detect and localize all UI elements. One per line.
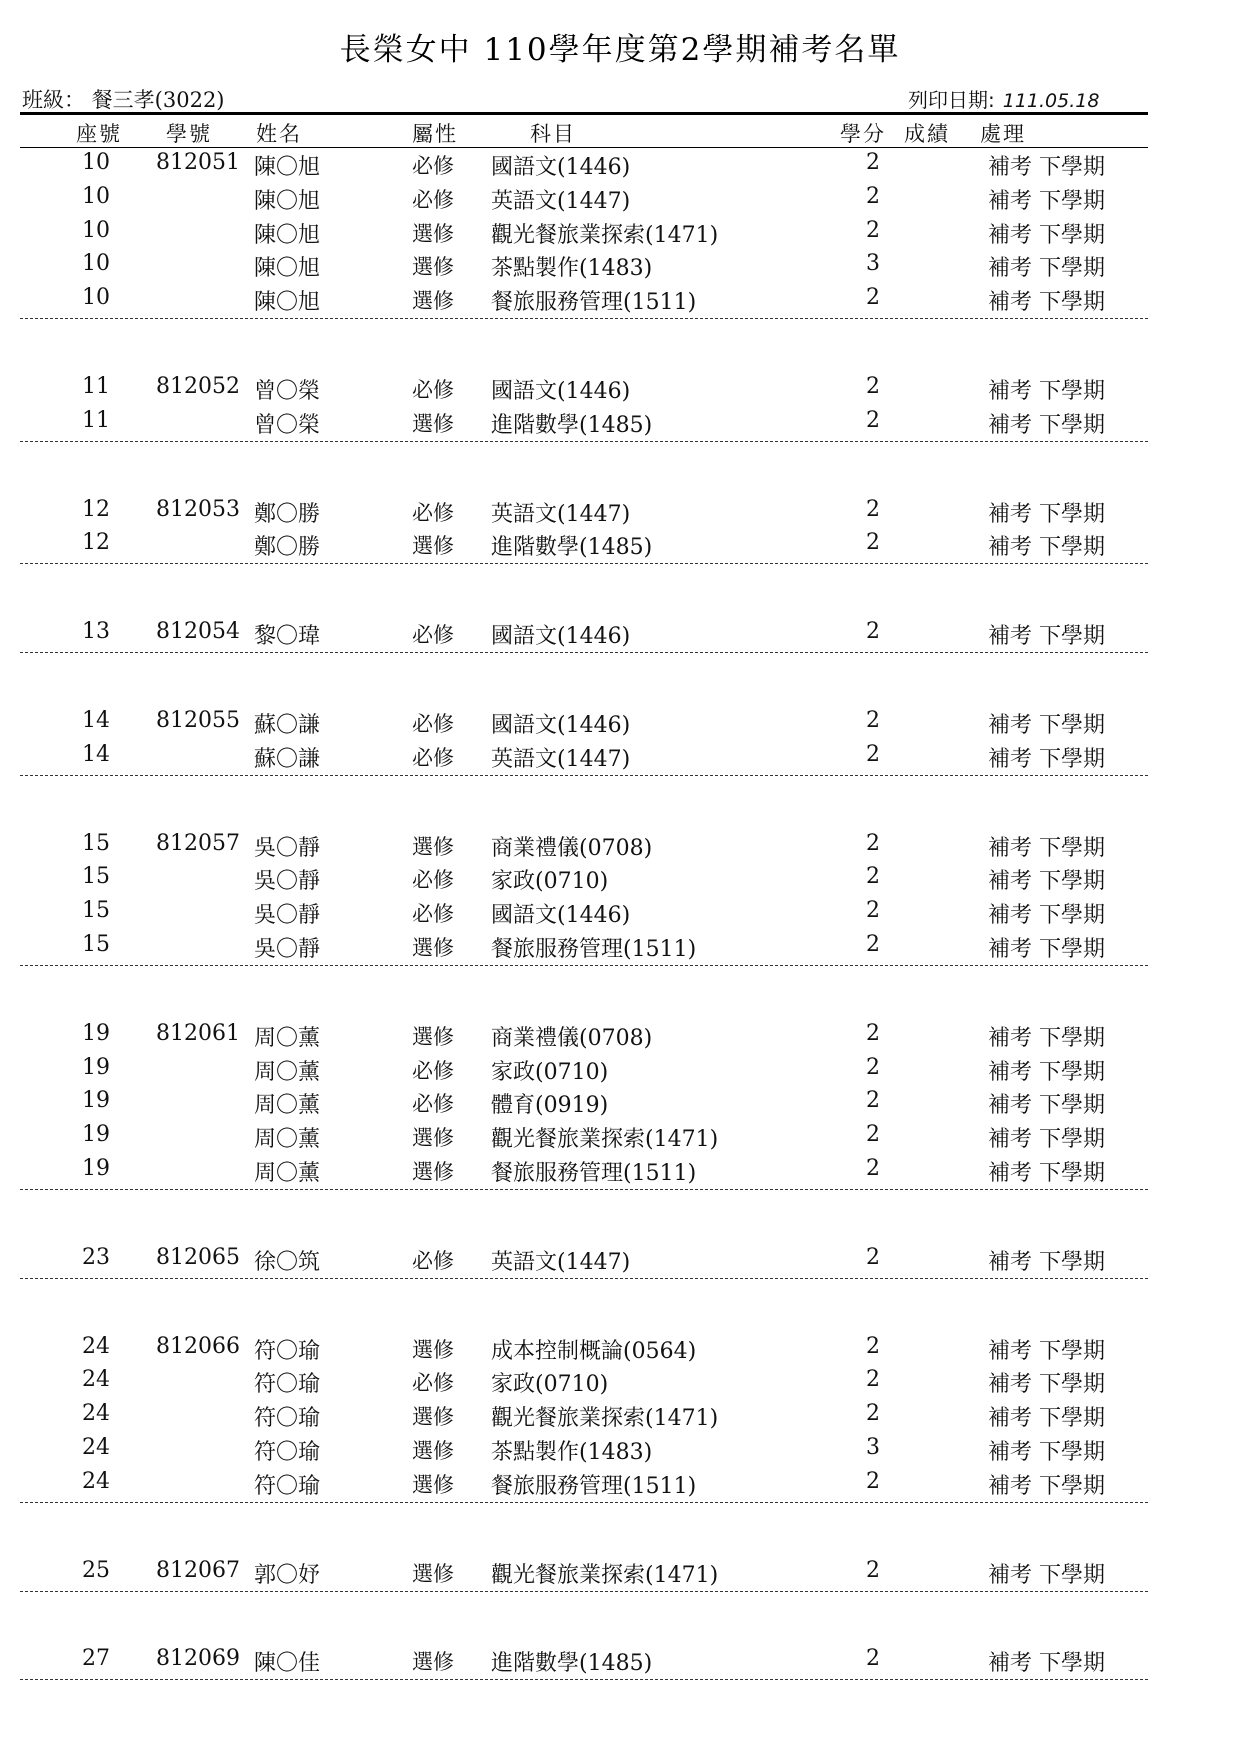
class-label: 班級： 餐三孝(3022)	[22, 88, 225, 112]
header-subject: 科目	[530, 122, 576, 146]
seat-cell: 10	[82, 183, 110, 209]
course-type-cell: 必修	[412, 623, 454, 648]
seat-cell: 15	[82, 898, 110, 924]
action-cell: 補考 下學期	[988, 1338, 1105, 1364]
credit-cell: 2	[866, 374, 880, 399]
student-name-cell: 黎〇瑋	[254, 624, 321, 650]
print-date-label: 列印日期:	[908, 88, 995, 112]
subject-cell: 餐旅服務管理(1511)	[491, 1161, 697, 1186]
action-cell: 補考 下學期	[988, 1562, 1105, 1588]
subject-cell: 觀光餐旅業探索(1471)	[491, 1127, 719, 1153]
seat-cell: 19	[82, 1054, 110, 1080]
seat-cell: 15	[82, 830, 110, 856]
course-type-cell: 必修	[412, 1058, 454, 1083]
table-row	[0, 184, 1240, 216]
action-cell: 補考 下學期	[988, 535, 1105, 561]
credit-cell: 2	[866, 864, 880, 890]
course-type-cell: 選修	[412, 936, 454, 960]
action-cell: 補考 下學期	[988, 1406, 1105, 1432]
subject-cell: 國語文(1446)	[491, 379, 631, 404]
header-action: 處理	[980, 122, 1026, 146]
student-name-cell: 徐〇筑	[254, 1249, 321, 1275]
course-type-cell: 必修	[412, 187, 454, 212]
subject-cell: 國語文(1446)	[491, 903, 631, 929]
course-type-cell: 選修	[412, 534, 454, 559]
table-row	[0, 1469, 1240, 1501]
seat-cell: 12	[82, 496, 110, 522]
student-name-cell: 陳〇旭	[254, 290, 321, 316]
action-cell: 補考 下學期	[988, 1059, 1105, 1085]
credit-cell: 2	[866, 1020, 880, 1046]
header-bottom-rule	[20, 147, 1148, 148]
seat-cell: 14	[82, 708, 110, 733]
student-name-cell: 符〇瑜	[254, 1338, 321, 1364]
header-credit: 學分	[840, 122, 886, 146]
seat-cell: 19	[82, 1122, 110, 1148]
action-cell: 補考 下學期	[988, 835, 1105, 861]
credit-cell: 2	[866, 285, 880, 311]
table-row	[0, 374, 1240, 406]
credit-cell: 2	[866, 150, 880, 175]
student-name-cell: 吳〇靜	[254, 835, 321, 861]
credit-cell: 2	[866, 1244, 880, 1270]
group-separator	[20, 1591, 1148, 1592]
seat-cell: 15	[82, 864, 110, 890]
seat-cell: 10	[82, 251, 110, 277]
course-type-cell: 選修	[412, 289, 454, 314]
subject-cell: 進階數學(1485)	[491, 535, 653, 561]
header-seat: 座號	[76, 122, 122, 146]
credit-cell: 2	[866, 1333, 880, 1359]
seat-cell: 12	[82, 530, 110, 556]
table-row	[0, 1156, 1240, 1188]
student-name-cell: 符〇瑜	[254, 1440, 321, 1465]
student-name-cell: 符〇瑜	[254, 1372, 321, 1398]
course-type-cell: 選修	[412, 1650, 454, 1675]
credit-cell: 2	[866, 619, 880, 645]
group-separator	[20, 1502, 1148, 1503]
seat-cell: 25	[82, 1557, 110, 1583]
action-cell: 補考 下學期	[988, 903, 1105, 929]
document-title: 長榮女中 110學年度第2學期補考名單	[339, 32, 901, 68]
student-name-cell: 蘇〇謙	[254, 713, 321, 738]
student-id-cell: 812051	[156, 150, 240, 175]
table-row	[0, 251, 1240, 283]
student-name-cell: 陳〇旭	[254, 188, 321, 214]
student-id-cell: 812052	[156, 374, 240, 399]
header-score: 成績	[904, 122, 950, 146]
student-id-cell: 812066	[156, 1333, 240, 1359]
header-type: 屬性	[412, 122, 458, 146]
student-id-cell: 812067	[156, 1557, 240, 1583]
subject-cell: 觀光餐旅業探索(1471)	[491, 1562, 719, 1588]
credit-cell: 2	[866, 741, 880, 767]
table-row	[0, 1646, 1240, 1678]
seat-cell: 10	[82, 217, 110, 243]
course-type-cell: 必修	[412, 500, 454, 525]
seat-cell: 23	[82, 1244, 110, 1270]
credit-cell: 2	[866, 1401, 880, 1427]
student-name-cell: 周〇薰	[254, 1093, 321, 1119]
subject-cell: 餐旅服務管理(1511)	[491, 290, 697, 316]
group-separator	[20, 563, 1148, 564]
course-type-cell: 選修	[412, 411, 454, 436]
table-row	[0, 1558, 1240, 1590]
seat-cell: 24	[82, 1435, 110, 1460]
student-name-cell: 吳〇靜	[254, 937, 321, 962]
course-type-cell: 必修	[412, 868, 454, 893]
seat-cell: 24	[82, 1367, 110, 1393]
seat-cell: 24	[82, 1333, 110, 1359]
group-separator	[20, 1278, 1148, 1279]
table-header	[0, 118, 1240, 146]
group-separator	[20, 775, 1148, 776]
seat-cell: 11	[82, 407, 110, 433]
student-id-cell: 812053	[156, 496, 240, 522]
subject-cell: 體育(0919)	[491, 1093, 609, 1119]
seat-cell: 15	[82, 932, 110, 957]
table-row	[0, 1245, 1240, 1277]
course-type-cell: 必修	[412, 745, 454, 770]
subject-cell: 家政(0710)	[491, 869, 609, 895]
action-cell: 補考 下學期	[988, 713, 1105, 738]
student-id-cell: 812054	[156, 619, 240, 645]
credit-cell: 2	[866, 217, 880, 243]
student-name-cell: 鄭〇勝	[254, 501, 321, 527]
credit-cell: 2	[866, 1367, 880, 1393]
course-type-cell: 選修	[412, 1160, 454, 1184]
action-cell: 補考 下學期	[988, 412, 1105, 438]
table-row	[0, 898, 1240, 930]
student-id-cell: 812057	[156, 830, 240, 856]
action-cell: 補考 下學期	[988, 624, 1105, 650]
subject-cell: 餐旅服務管理(1511)	[491, 1473, 697, 1499]
action-cell: 補考 下學期	[988, 501, 1105, 527]
course-type-cell: 選修	[412, 255, 454, 280]
table-row	[0, 831, 1240, 863]
credit-cell: 2	[866, 1088, 880, 1114]
subject-cell: 觀光餐旅業探索(1471)	[491, 1406, 719, 1432]
credit-cell: 2	[866, 1468, 880, 1494]
student-name-cell: 陳〇旭	[254, 155, 321, 180]
subject-cell: 進階數學(1485)	[491, 412, 653, 438]
action-cell: 補考 下學期	[988, 1473, 1105, 1499]
credit-cell: 2	[866, 530, 880, 556]
seat-cell: 13	[82, 619, 110, 645]
seat-cell: 10	[82, 285, 110, 311]
seat-cell: 10	[82, 150, 110, 175]
action-cell: 補考 下學期	[988, 746, 1105, 772]
action-cell: 補考 下學期	[988, 256, 1105, 282]
course-type-cell: 必修	[412, 154, 454, 178]
table-row	[0, 497, 1240, 529]
seat-cell: 14	[82, 741, 110, 767]
student-name-cell: 郭〇妤	[254, 1562, 321, 1588]
student-name-cell: 周〇薰	[254, 1025, 321, 1051]
student-name-cell: 符〇瑜	[254, 1406, 321, 1432]
student-name-cell: 周〇薰	[254, 1161, 321, 1186]
course-type-cell: 必修	[412, 1371, 454, 1396]
table-row	[0, 1055, 1240, 1087]
action-cell: 補考 下學期	[988, 379, 1105, 404]
course-type-cell: 必修	[412, 378, 454, 402]
action-cell: 補考 下學期	[988, 1025, 1105, 1051]
subject-cell: 家政(0710)	[491, 1372, 609, 1398]
seat-cell: 24	[82, 1401, 110, 1427]
student-id-cell: 812055	[156, 708, 240, 733]
seat-cell: 27	[82, 1646, 110, 1672]
student-name-cell: 周〇薰	[254, 1059, 321, 1085]
course-type-cell: 選修	[412, 1126, 454, 1151]
course-type-cell: 選修	[412, 1024, 454, 1049]
course-type-cell: 選修	[412, 221, 454, 246]
seat-cell: 24	[82, 1468, 110, 1494]
credit-cell: 2	[866, 708, 880, 733]
course-type-cell: 必修	[412, 902, 454, 927]
credit-cell: 2	[866, 183, 880, 209]
table-row	[0, 1088, 1240, 1120]
table-row	[0, 708, 1240, 740]
subject-cell: 商業禮儀(0708)	[491, 835, 653, 861]
table-row	[0, 1334, 1240, 1366]
subject-cell: 國語文(1446)	[491, 624, 631, 650]
subject-cell: 國語文(1446)	[491, 155, 631, 180]
action-cell: 補考 下學期	[988, 1440, 1105, 1465]
subject-cell: 英語文(1447)	[491, 501, 631, 527]
subject-cell: 進階數學(1485)	[491, 1651, 653, 1677]
student-name-cell: 吳〇靜	[254, 869, 321, 895]
action-cell: 補考 下學期	[988, 188, 1105, 214]
header-name: 姓名	[256, 122, 302, 146]
table-row	[0, 619, 1240, 651]
action-cell: 補考 下學期	[988, 222, 1105, 248]
table-row	[0, 1122, 1240, 1154]
subject-cell: 英語文(1447)	[491, 188, 631, 214]
action-cell: 補考 下學期	[988, 1249, 1105, 1275]
subject-cell: 英語文(1447)	[491, 1249, 631, 1275]
group-separator	[20, 965, 1148, 966]
student-name-cell: 陳〇佳	[254, 1651, 321, 1677]
credit-cell: 2	[866, 932, 880, 957]
action-cell: 補考 下學期	[988, 1161, 1105, 1186]
subject-cell: 成本控制概論(0564)	[491, 1338, 697, 1364]
print-date	[908, 84, 1099, 113]
seat-cell: 19	[82, 1156, 110, 1181]
action-cell: 補考 下學期	[988, 1127, 1105, 1153]
table-row	[0, 1021, 1240, 1053]
credit-cell: 2	[866, 407, 880, 433]
table-row	[0, 742, 1240, 774]
course-type-cell: 選修	[412, 1439, 454, 1463]
subject-cell: 觀光餐旅業探索(1471)	[491, 222, 719, 248]
action-cell: 補考 下學期	[988, 1093, 1105, 1119]
credit-cell: 2	[866, 1054, 880, 1080]
table-row	[0, 1435, 1240, 1467]
action-cell: 補考 下學期	[988, 155, 1105, 180]
credit-cell: 2	[866, 1122, 880, 1148]
group-separator	[20, 652, 1148, 653]
table-row	[0, 150, 1240, 182]
subject-cell: 國語文(1446)	[491, 713, 631, 738]
credit-cell: 3	[866, 251, 880, 277]
course-type-cell: 必修	[412, 1092, 454, 1117]
student-name-cell: 鄭〇勝	[254, 535, 321, 561]
student-id-cell: 812069	[156, 1646, 240, 1672]
student-name-cell: 曾〇榮	[254, 379, 321, 404]
credit-cell: 2	[866, 1646, 880, 1672]
table-row	[0, 1367, 1240, 1399]
subject-cell: 餐旅服務管理(1511)	[491, 937, 697, 962]
student-name-cell: 曾〇榮	[254, 412, 321, 438]
subject-cell: 茶點製作(1483)	[491, 256, 653, 282]
student-id-cell: 812061	[156, 1020, 240, 1046]
student-name-cell: 周〇薰	[254, 1127, 321, 1153]
table-row	[0, 218, 1240, 250]
table-row	[0, 530, 1240, 562]
action-cell: 補考 下學期	[988, 1651, 1105, 1677]
subject-cell: 商業禮儀(0708)	[491, 1025, 653, 1051]
subject-cell: 家政(0710)	[491, 1059, 609, 1085]
credit-cell: 2	[866, 830, 880, 856]
seat-cell: 19	[82, 1088, 110, 1114]
student-id-cell: 812065	[156, 1244, 240, 1270]
seat-cell: 11	[82, 374, 110, 399]
course-type-cell: 選修	[412, 1337, 454, 1362]
print-date-value: 111.05.18	[1002, 90, 1100, 112]
course-type-cell: 必修	[412, 1248, 454, 1273]
action-cell: 補考 下學期	[988, 937, 1105, 962]
student-name-cell: 蘇〇謙	[254, 746, 321, 772]
table-row	[0, 932, 1240, 964]
course-type-cell: 選修	[412, 1472, 454, 1497]
group-separator	[20, 1679, 1148, 1680]
credit-cell: 2	[866, 1557, 880, 1583]
course-type-cell: 選修	[412, 1405, 454, 1430]
group-separator	[20, 1189, 1148, 1190]
credit-cell: 2	[866, 898, 880, 924]
subject-cell: 英語文(1447)	[491, 746, 631, 772]
credit-cell: 2	[866, 1156, 880, 1181]
course-type-cell: 必修	[412, 712, 454, 736]
header-top-rule	[20, 112, 1148, 115]
action-cell: 補考 下學期	[988, 290, 1105, 316]
course-type-cell: 選修	[412, 834, 454, 859]
action-cell: 補考 下學期	[988, 869, 1105, 895]
subject-cell: 茶點製作(1483)	[491, 1440, 653, 1465]
student-name-cell: 陳〇旭	[254, 222, 321, 248]
group-separator	[20, 441, 1148, 442]
table-row	[0, 408, 1240, 440]
group-separator	[20, 318, 1148, 319]
table-row	[0, 1401, 1240, 1433]
student-name-cell: 陳〇旭	[254, 256, 321, 282]
student-name-cell: 吳〇靜	[254, 903, 321, 929]
seat-cell: 19	[82, 1020, 110, 1046]
course-type-cell: 選修	[412, 1561, 454, 1586]
action-cell: 補考 下學期	[988, 1372, 1105, 1398]
credit-cell: 2	[866, 496, 880, 522]
header-student-id: 學號	[166, 122, 212, 146]
table-row	[0, 864, 1240, 896]
student-name-cell: 符〇瑜	[254, 1473, 321, 1499]
table-row	[0, 285, 1240, 317]
credit-cell: 3	[866, 1435, 880, 1460]
